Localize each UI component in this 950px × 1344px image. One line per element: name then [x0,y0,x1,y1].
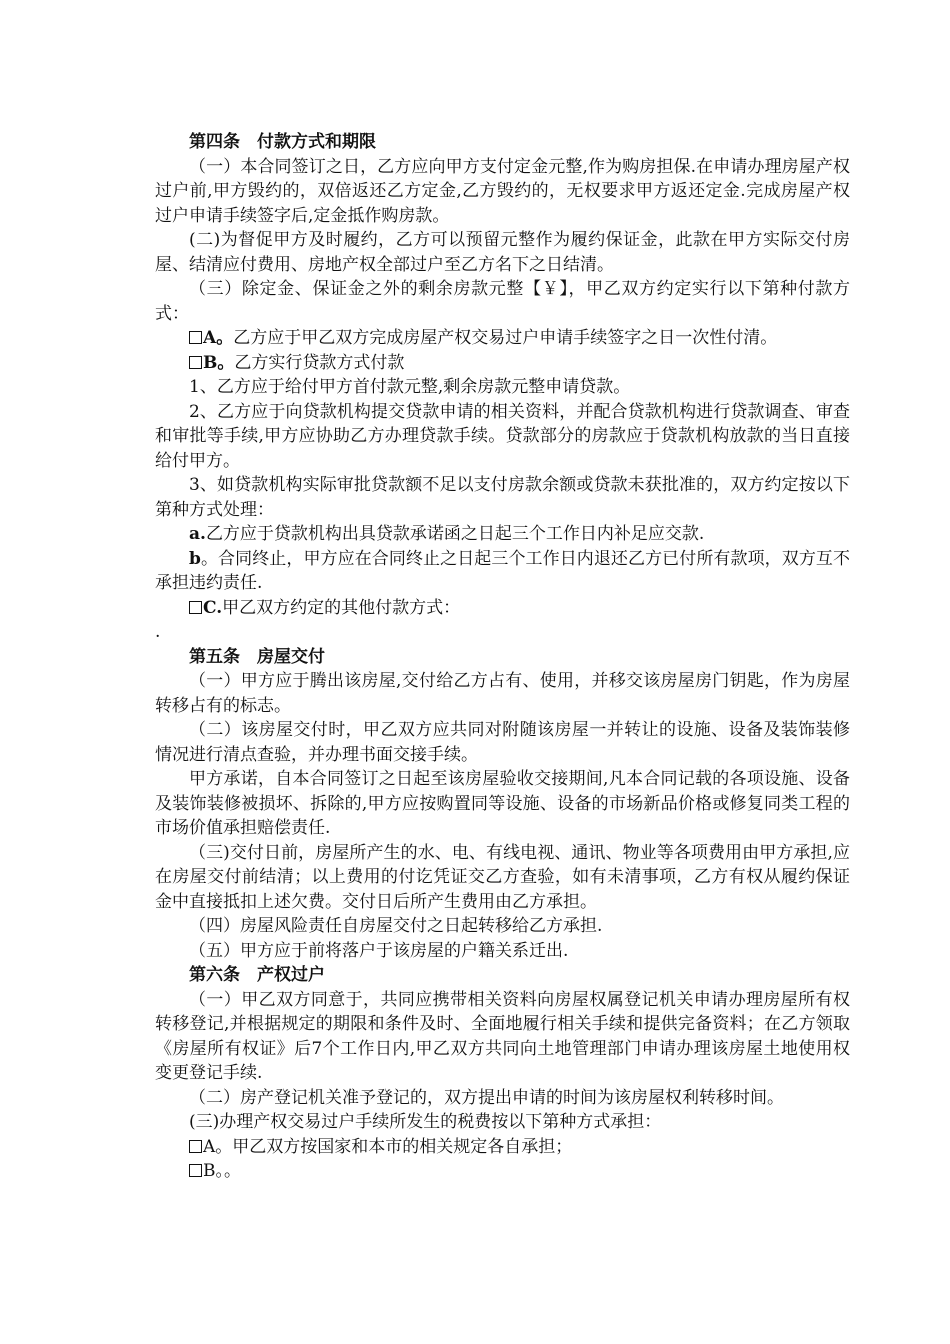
article5-clause-4: （四）房屋风险责任自房屋交付之日起转移给乙方承担. [189,916,603,936]
subitem-a-label: a. [189,524,206,544]
option-b-label: B。 [203,352,235,373]
article4-clause-1: （一）本合同签订之日，乙方应向甲方支付定金元整,作为购房担保.在申请办理房屋产权过户前,甲方毁约的，双倍返还乙方定金,乙方毁约的，无权要求甲方返还定金.完成房屋产权过户申请手续签字后,定金抵作购房款。 [155,156,850,226]
article6-clause-1: （一）甲乙双方同意于，共同应携带相关资料向房屋权属登记机关申请办理房屋所有权转移登记,并根据规定的期限和条件及时、全面地履行相关手续和提供完备资料；在乙方领取《房屋所有权证》后7个工作日内,甲乙双方共同向土地管理部门申请办理该房屋土地使用权变更登记手续. [155,989,850,1083]
article6-option-a [155,1135,850,1160]
article6-clause-2: （二）房产登记机关准予登记的，双方提出申请的时间为该房屋权利转移时间。 [189,1087,784,1108]
checkbox-icon[interactable] [189,1140,202,1153]
checkbox-icon[interactable] [189,601,202,614]
article4-option-a [155,326,850,351]
stray-dot: . [155,622,161,642]
option-a-text: 乙方应于甲乙双方完成房屋产权交易过户申请手续签字之日一次性付清。 [233,328,778,348]
option-b-label: B。 [203,1161,224,1181]
article4-heading: 第四条 付款方式和期限 [189,132,376,152]
article4-option-b [155,351,850,376]
option-a-label: A。 [203,1136,233,1157]
subitem-a-text: 乙方应于贷款机构出具贷款承诺函之日起三个工作日内补足应交款. [205,524,705,544]
contract-page [155,130,850,1184]
loan-item-2: 2、乙方应于向贷款机构提交贷款申请的相关资料，并配合贷款机构进行贷款调查、审查和审批等手续,甲方应协助乙方办理贷款手续。贷款部分的房款应于贷款机构放款的当日直接给付甲方。 [155,401,850,471]
checkbox-icon[interactable] [189,356,202,369]
article6-option-b [155,1159,850,1184]
loan-item-3: 3、如贷款机构实际审批贷款额不足以支付房款余额或贷款未获批准的，双方约定按以下第种方式处理： [155,475,850,520]
article4-clause-3: （三）除定金、保证金之外的剩余房款元整【￥】，甲乙双方约定实行以下第种付款方式： [155,279,850,324]
option-b-text: 。 [224,1161,241,1181]
article5-clause-2: （二）该房屋交付时，甲乙双方应共同对附随该房屋一并转让的设施、设备及装饰装修情况进行清点查验，并办理书面交接手续。 [155,720,850,765]
option-c-label: C. [203,597,223,618]
article5-clause-5: （五）甲方应于前将落户于该房屋的户籍关系迁出. [189,940,569,961]
loan-subitem-b [155,547,850,596]
option-a-text: 甲乙双方按国家和本市的相关规定各自承担； [232,1136,573,1157]
checkbox-icon[interactable] [189,331,202,344]
subitem-b-label: b [189,548,201,569]
article4-clause-2: (二)为督促甲方及时履约，乙方可以预留元整作为履约保证金，此款在甲方实际交付房屋、结清应付费用、房地产权全部过户至乙方名下之日结清。 [155,230,850,275]
article5-clause-1: （一）甲方应于腾出该房屋,交付给乙方占有、使用，并移交该房屋房门钥匙，作为房屋转移占有的标志。 [155,671,850,716]
subitem-b-text: 。合同终止，甲方应在合同终止之日起三个工作日内退还乙方已付所有款项，双方互不承担违约责任. [155,548,850,593]
loan-item-1: 1、乙方应于给付甲方首付款元整,剩余房款元整申请贷款。 [189,377,631,397]
checkbox-icon[interactable] [189,1164,202,1177]
option-c-text: 甲乙双方约定的其他付款方式： [222,597,461,618]
article4-option-c [155,596,850,621]
article5-clause-3: （三)交付日前，房屋所产生的水、电、有线电视、通讯、物业等各项费用由甲方承担,应在房屋交付前结清；以上费用的付讫凭证交乙方查验，如有未清事项，乙方有权从履约保证金中直接抵扣上述欠费。交付日后所产生费用由乙方承担。 [155,842,850,912]
article6-clause-3: (三)办理产权交易过户手续所发生的税费按以下第种方式承担： [189,1112,662,1132]
article5-promise: 甲方承诺，自本合同签订之日起至该房屋验收交接期间,凡本合同记载的各项设施、设备及装饰装修被损坏、拆除的,甲方应按购置同等设施、设备的市场新品价格或修复同类工程的市场价值承担赔偿责任. [155,769,850,838]
option-a-label: A。 [203,328,234,348]
article6-heading: 第六条 产权过户 [189,965,325,985]
option-b-text: 乙方实行贷款方式付款 [234,352,405,373]
loan-subitem-a [155,522,850,547]
article5-heading: 第五条 房屋交付 [189,646,325,667]
